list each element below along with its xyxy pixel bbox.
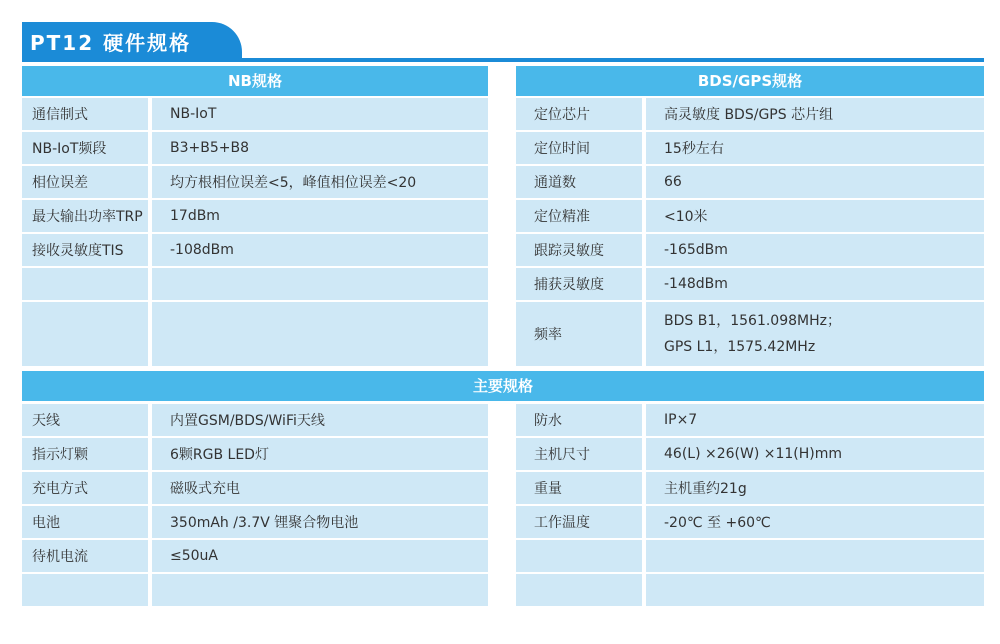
gps-label: 跟踪灵敏度 bbox=[516, 234, 642, 266]
main-label: 天线 bbox=[22, 404, 148, 436]
gps-value: -165dBm bbox=[646, 234, 984, 266]
gps-label: 定位精准 bbox=[516, 200, 642, 232]
main-value bbox=[646, 574, 984, 606]
main-value: 46(L) ×26(W) ×11(H)mm bbox=[646, 438, 984, 470]
gps-value-multiline bbox=[646, 302, 984, 366]
nb-row bbox=[22, 98, 488, 130]
nb-value: -108dBm bbox=[152, 234, 488, 266]
nb-row bbox=[22, 268, 488, 300]
gps-row bbox=[516, 132, 984, 164]
main-right-row bbox=[516, 472, 984, 504]
gps-label: 捕获灵敏度 bbox=[516, 268, 642, 300]
nb-label bbox=[22, 268, 148, 300]
main-value: ≤50uA bbox=[152, 540, 488, 572]
gps-value: 高灵敏度 BDS/GPS 芯片组 bbox=[646, 98, 984, 130]
gps-label: 定位芯片 bbox=[516, 98, 642, 130]
main-label: 指示灯颗 bbox=[22, 438, 148, 470]
main-value: 350mAh /3.7V 锂聚合物电池 bbox=[152, 506, 488, 538]
nb-label: 通信制式 bbox=[22, 98, 148, 130]
main-left-row bbox=[22, 506, 488, 538]
gps-value: <10米 bbox=[646, 200, 984, 232]
main-value bbox=[152, 574, 488, 606]
gps-freq-line1: BDS B1，1561.098MHz； bbox=[664, 313, 841, 329]
nb-header: NB规格 bbox=[22, 66, 488, 96]
gps-label: 定位时间 bbox=[516, 132, 642, 164]
main-label bbox=[516, 574, 642, 606]
gps-row bbox=[516, 268, 984, 300]
gps-row bbox=[516, 302, 984, 366]
nb-row bbox=[22, 200, 488, 232]
main-label: 重量 bbox=[516, 472, 642, 504]
gps-value: 66 bbox=[646, 166, 984, 198]
main-right-row bbox=[516, 540, 984, 572]
main-value: 磁吸式充电 bbox=[152, 472, 488, 504]
nb-label: NB-IoT频段 bbox=[22, 132, 148, 164]
gps-label: 频率 bbox=[516, 302, 642, 366]
main-right-row bbox=[516, 404, 984, 436]
main-label: 主机尺寸 bbox=[516, 438, 642, 470]
nb-label: 最大输出功率TRP bbox=[22, 200, 148, 232]
main-label: 电池 bbox=[22, 506, 148, 538]
main-left-row bbox=[22, 438, 488, 470]
main-value: -20℃ 至 +60℃ bbox=[646, 506, 984, 538]
main-value: IP×7 bbox=[646, 404, 984, 436]
main-left-row bbox=[22, 574, 488, 606]
nb-value bbox=[152, 268, 488, 300]
main-value: 6颗RGB LED灯 bbox=[152, 438, 488, 470]
gps-row bbox=[516, 98, 984, 130]
main-right-row bbox=[516, 438, 984, 470]
nb-label bbox=[22, 302, 148, 366]
gps-label: 通道数 bbox=[516, 166, 642, 198]
page-title: PT12 硬件规格 bbox=[30, 31, 192, 55]
nb-value: B3+B5+B8 bbox=[152, 132, 488, 164]
nb-value: NB-IoT bbox=[152, 98, 488, 130]
gps-row bbox=[516, 166, 984, 198]
main-header: 主要规格 bbox=[22, 371, 984, 401]
main-left-row bbox=[22, 404, 488, 436]
nb-value: 均方根相位误差<5，峰值相位误差<20 bbox=[152, 166, 488, 198]
gps-header: BDS/GPS规格 bbox=[516, 66, 984, 96]
nb-label: 接收灵敏度TIS bbox=[22, 234, 148, 266]
main-right-row bbox=[516, 506, 984, 538]
gps-value: 15秒左右 bbox=[646, 132, 984, 164]
title-underline bbox=[22, 58, 984, 62]
main-value bbox=[646, 540, 984, 572]
main-right-row bbox=[516, 574, 984, 606]
nb-row bbox=[22, 166, 488, 198]
main-label: 工作温度 bbox=[516, 506, 642, 538]
main-left-row bbox=[22, 472, 488, 504]
nb-row bbox=[22, 132, 488, 164]
main-label: 防水 bbox=[516, 404, 642, 436]
gps-row bbox=[516, 200, 984, 232]
gps-freq-line2: GPS L1，1575.42MHz bbox=[664, 339, 816, 355]
main-value: 主机重约21g bbox=[646, 472, 984, 504]
nb-row bbox=[22, 302, 488, 366]
nb-value bbox=[152, 302, 488, 366]
main-left-row bbox=[22, 540, 488, 572]
main-label: 充电方式 bbox=[22, 472, 148, 504]
main-label bbox=[516, 540, 642, 572]
main-label bbox=[22, 574, 148, 606]
nb-value: 17dBm bbox=[152, 200, 488, 232]
gps-row bbox=[516, 234, 984, 266]
nb-row bbox=[22, 234, 488, 266]
main-value: 内置GSM/BDS/WiFi天线 bbox=[152, 404, 488, 436]
gps-value: -148dBm bbox=[646, 268, 984, 300]
nb-label: 相位误差 bbox=[22, 166, 148, 198]
main-label: 待机电流 bbox=[22, 540, 148, 572]
